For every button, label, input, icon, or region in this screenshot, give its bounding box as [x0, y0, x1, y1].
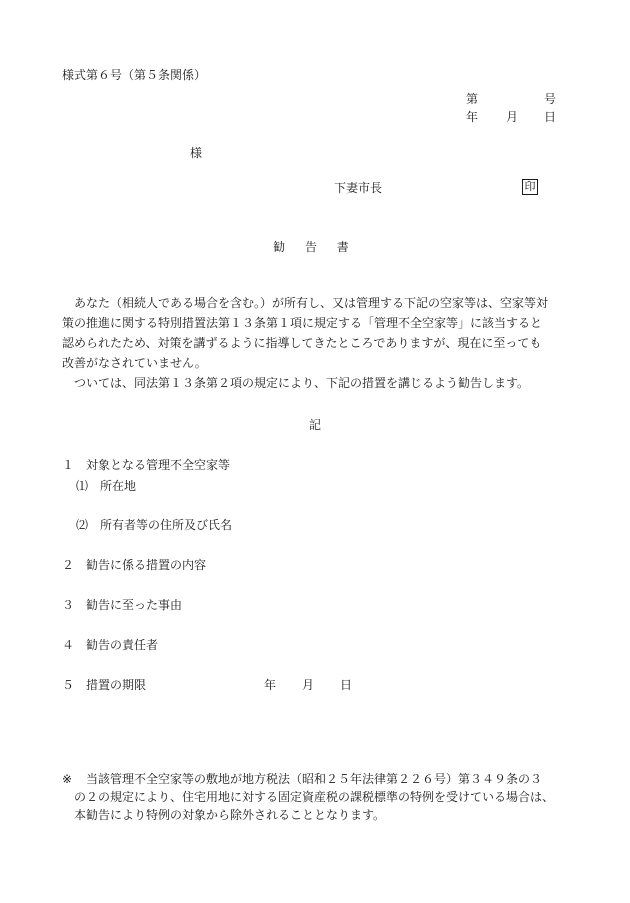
item-target-property: １ 対象となる管理不全空家等 [62, 458, 231, 472]
form-label: 様式第６号（第５条関係） [62, 68, 207, 82]
seal-mark: 印 [522, 179, 538, 195]
footnote-line: の２の規定により、住宅用地に対する固定資産税の課税標準の特例を受けている場合は、 [74, 790, 555, 804]
date-month-label: 月 [506, 110, 519, 124]
item-owner-address-name: ⑵ 所有者等の住所及び氏名 [76, 518, 233, 532]
footnote [62, 770, 586, 824]
deadline-day-label: 日 [340, 678, 353, 692]
number-prefix: 第 [466, 92, 479, 106]
body-line: 策の推進に関する特別措置法第１３条第１項に規定する「管理不全空家等」に該当すると [62, 316, 543, 330]
date-year-label: 年 [466, 110, 479, 124]
body-paragraph-1 [62, 293, 584, 373]
item-responsible-person: ４ 勧告の責任者 [62, 638, 159, 652]
addressee-suffix: 様 [190, 146, 203, 160]
item-reason: ３ 勧告に至った事由 [62, 598, 183, 612]
item-location: ⑴ 所在地 [76, 479, 137, 493]
issuer-name: 下妻市長 [334, 181, 383, 195]
item-deadline: ５ 措置の期限 [62, 678, 147, 692]
body-line: 認められたため、対策を講ずるように指導してきたところでありますが、現在に至っても [62, 336, 542, 350]
item-recommended-measures: ２ 勧告に係る措置の内容 [62, 558, 207, 572]
deadline-month-label: 月 [302, 678, 315, 692]
number-suffix: 号 [544, 92, 557, 106]
body-line: あなた（相続人である場合を含む。）が所有し、又は管理する下記の空家等は、空家等対 [74, 296, 549, 310]
body-text [62, 293, 584, 393]
body-line: 改善がなされていません。 [62, 356, 207, 370]
footnote-line: 本勧告により特例の対象から除外されることとなります。 [74, 808, 386, 822]
body-paragraph-2: ついては、同法第１３条第２項の規定により、下記の措置を講じるよう勧告します。 [74, 376, 530, 390]
footnote-mark: ※ [62, 772, 73, 786]
footnote-line: 当該管理不全空家等の敷地が地方税法（昭和２５年法律第２２６号）第３４９条の３ [86, 772, 543, 786]
ki-heading: 記 [308, 418, 321, 432]
date-day-label: 日 [544, 110, 557, 124]
document-title: 勧 告 書 [273, 240, 357, 254]
deadline-year-label: 年 [264, 678, 277, 692]
